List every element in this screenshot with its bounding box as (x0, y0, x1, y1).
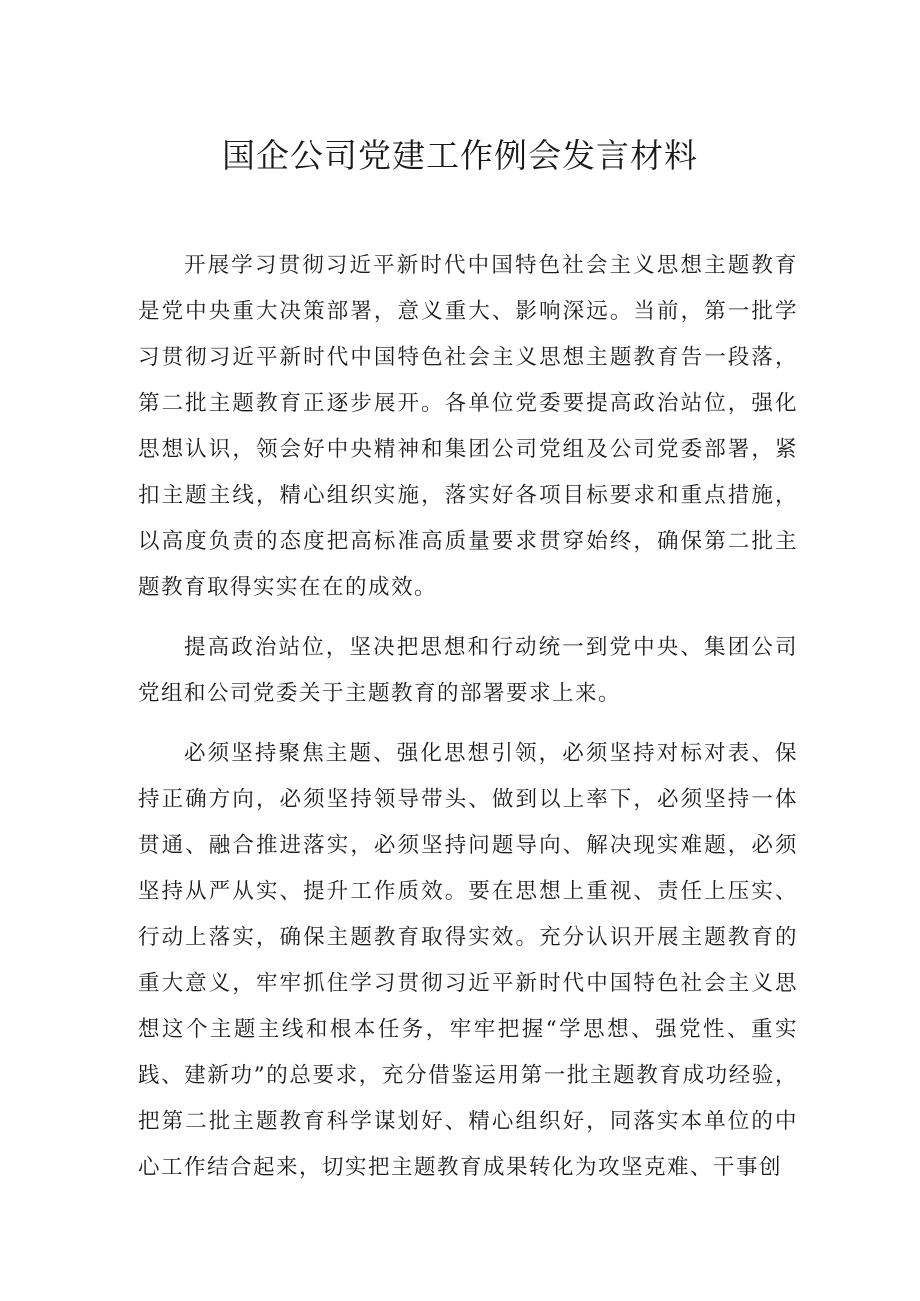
document-title: 国企公司党建工作例会发言材料 (222, 136, 698, 175)
paragraph-2: 提高政治站位，坚决把思想和行动统一到党中央、集团公司党组和公司党委关于主题教育的部署要求上来。 (138, 635, 798, 706)
paragraph-3: 必须坚持聚焦主题、强化思想引领，必须坚持对标对表、保持正确方向，必须坚持领导带头、做到以上率下，必须坚持一体贯通、融合推进落实，必须坚持问题导向、解决现实难题，必须坚持从严从实、提升工作质效。要在思想上重视、责任上压实、行动上落实，确保主题教育取得实效。充分认识开展主题教育的重大意义，牢牢抓住学习贯彻习近平新时代中国特色社会主义思想这个主题主线和根本任务，牢牢把握“学思想、强党性、重实践、建新功”的总要求，充分借鉴运用第一批主题教育成功经验，把第二批主题教育科学谋划好、精心组织好，同落实本单位的中心工作结合起来，切实把主题教育成果转化为攻坚克难、干事创 (138, 741, 798, 1180)
document-body (138, 243, 798, 1191)
paragraph-1: 开展学习贯彻习近平新时代中国特色社会主义思想主题教育是党中央重大决策部署，意义重大、影响深远。当前，第一批学习贯彻习近平新时代中国特色社会主义思想主题教育告一段落，第二批主题教育正逐步展开。各单位党委要提高政治站位，强化思想认识，领会好中央精神和集团公司党组及公司党委部署，紧扣主题主线，精心组织实施，落实好各项目标要求和重点措施，以高度负责的态度把高标准高质量要求贯穿始终，确保第二批主题教育取得实实在在的成效。 (138, 253, 798, 600)
